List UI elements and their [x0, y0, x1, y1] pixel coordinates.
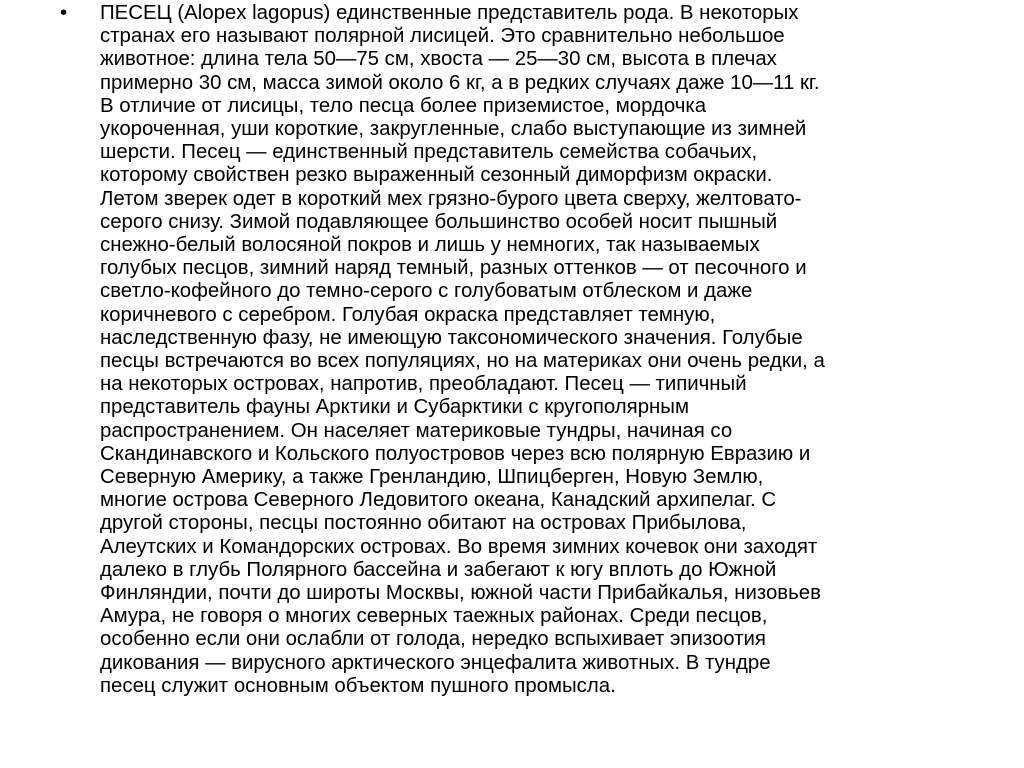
text-line: особенно если они ослабли от голода, нередко вспыхивает эпизоотия — [100, 628, 766, 651]
text-line: наследственную фазу, не имеющую таксономического значения. Голубые — [100, 326, 803, 349]
text-line: голубых песцов, зимний наряд темный, разных оттенков — от песочного и — [100, 257, 807, 280]
text-line: странах его называют полярной лисицей. Это сравнительно небольшое — [100, 25, 785, 48]
text-line: серого снизу. Зимой подавляющее большинство особей носит пышный — [100, 210, 778, 233]
text-line: представитель фауны Арктики и Субарктики с кругополярным — [100, 396, 689, 419]
text-line: на некоторых островах, напротив, преобладают. Песец — типичный — [100, 373, 747, 396]
text-line: Финляндии, почти до широты Москвы, южной части Прибайкалья, низовьев — [100, 582, 821, 605]
text-line: коричневого с серебром. Голубая окраска представляет темную, — [100, 303, 716, 326]
text-line: Скандинавского и Кольского полуостровов через всю полярную Евразию и — [100, 442, 811, 465]
text-line: примерно 30 см, масса зимой около 6 кг, а в редких случаях даже 10—11 кг. — [100, 71, 820, 94]
text-line: далеко в глубь Полярного бассейна и забегают к югу вплоть до Южной — [100, 558, 777, 581]
bullet-item-arctic-fox — [60, 2, 970, 698]
text-line: Летом зверек одет в короткий мех грязно-бурого цвета сверху, желтовато- — [100, 187, 802, 210]
text-line: дикования — вирусного арктического энцефалита животных. В тундре — [100, 651, 771, 674]
text-line: шерсти. Песец — единственный представитель семейства собачьих, — [100, 141, 758, 164]
text-line: распространением. Он населяет материковые тундры, начиная со — [100, 419, 733, 442]
text-line: Северную Америку, а также Гренландию, Шпицберген, Новую Землю, — [100, 466, 764, 489]
text-line: Алеутских и Командорских островах. Во время зимних кочевок они заходят — [100, 535, 818, 558]
text-line: многие острова Северного Ледовитого океана, Канадский архипелаг. С — [100, 489, 777, 512]
bullet-marker: • — [60, 2, 68, 24]
text-line: светло-кофейного до темно-серого с голубоватым отблеском и даже — [100, 280, 753, 303]
text-line: укороченная, уши короткие, закругленные, слабо выступающие из зимней — [100, 118, 807, 141]
text-line: песцы встречаются во всех популяциях, но на материках они очень редки, а — [100, 350, 825, 373]
text-line: которому свойствен резко выраженный сезонный диморфизм окраски. — [100, 164, 773, 187]
text-line: снежно-белый волосяной покров и лишь у немногих, так называемых — [100, 234, 760, 257]
text-line: В отличие от лисицы, тело песца более приземистое, мордочка — [100, 94, 707, 117]
text-line: ПЕСЕЦ (Alopex lagopus) единственные представитель рода. В некоторых — [100, 2, 799, 24]
bullet-list — [60, 2, 970, 698]
text-line: песец служит основным объектом пушного промысла. — [100, 674, 616, 697]
text-line: другой стороны, песцы постоянно обитают на островах Прибылова, — [100, 512, 747, 535]
text-line: животное: длина тела 50—75 см, хвоста — 25—30 см, высота в плечах — [100, 48, 777, 71]
text-line: Амура, не говоря о многих северных таежных районах. Среди песцов, — [100, 605, 768, 628]
